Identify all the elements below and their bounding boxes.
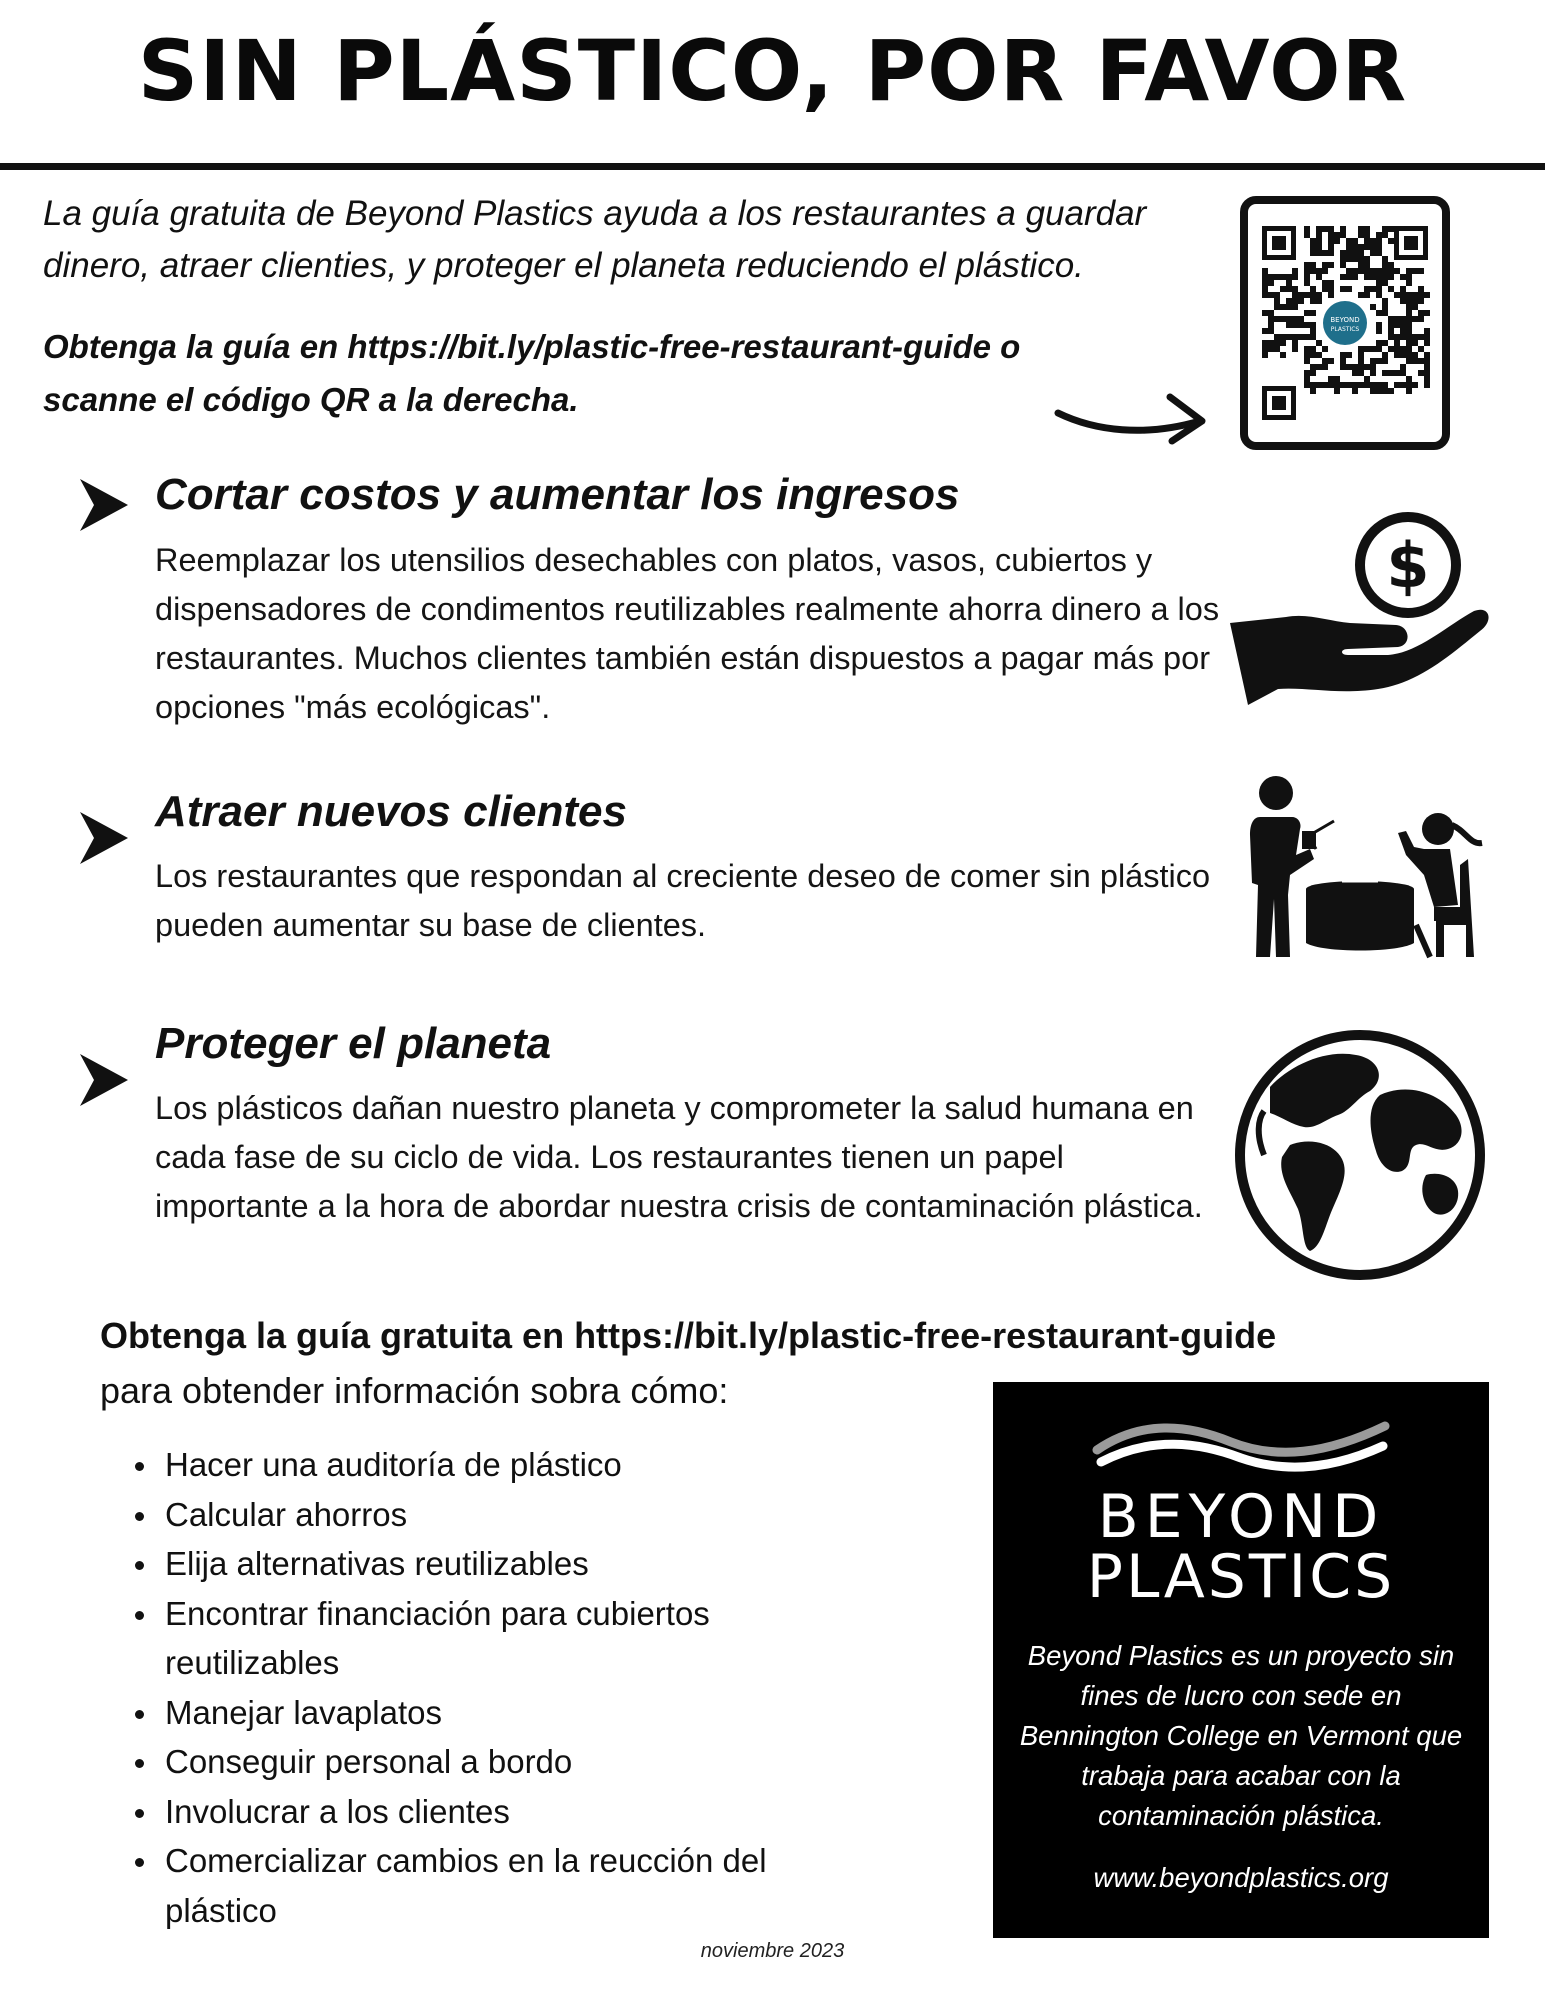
section-heading-planet: Proteger el planeta (155, 1019, 552, 1068)
title-divider (0, 163, 1545, 170)
section-body-costs: Reemplazar los utensilios desechables con platos, vasos, cubiertos y dispensadores de condimentos reutilizables realmente ahorra dinero a los restaurantes. Muchos clientes también están dispuestos a pagar más por opciones "más ecológicas". (155, 542, 1220, 725)
publication-date: noviembre 2023 (700, 1940, 845, 1962)
list-item: Involucrar a los clientes (165, 1787, 865, 1837)
qr-code[interactable] (1240, 196, 1450, 450)
list-item: Elija alternativas reutilizables (165, 1539, 865, 1589)
list-item: Calcular ahorros (165, 1490, 865, 1540)
list-item: Manejar lavaplatos (165, 1688, 865, 1738)
page-title: SIN PLÁSTICO, POR FAVOR (137, 22, 1408, 120)
org-website-link[interactable]: www.beyondplastics.org (1093, 1862, 1389, 1893)
list-item: Hacer una auditoría de plástico (165, 1440, 865, 1490)
guide-subtitle: para obtender información sobra cómo: (100, 1370, 729, 1411)
intro-text: La guía gratuita de Beyond Plastics ayuda a los restaurantes a guardar dinero, atraer clienties, y proteger el planeta reduciendo el plástico. (43, 194, 1147, 285)
qr-badge-line2: PLASTICS (1330, 326, 1360, 333)
guide-link[interactable]: Obtenga la guía gratuita en https://bit.ly/plastic-free-restaurant-guide (100, 1315, 1277, 1356)
org-name-line1: BEYOND (1097, 1482, 1385, 1552)
section-heading-costs: Cortar costos y aumentar los ingresos (155, 470, 960, 519)
list-item: Encontrar financiación para cubiertos reutilizables (165, 1589, 865, 1688)
hand-coin-icon (1228, 505, 1490, 715)
wave-logo-icon (1091, 1410, 1391, 1482)
list-item: Conseguir personal a bordo (165, 1737, 865, 1787)
org-description: Beyond Plastics es un proyecto sin fines de lucro con sede en Bennington College en Vermont que trabaja para acabar con la contaminación plástica. (1019, 1640, 1463, 1831)
curved-arrow-icon (1050, 385, 1210, 445)
guide-topic-list (165, 1440, 865, 1935)
section-arrow-icon (78, 1052, 130, 1108)
org-name-line2: PLASTICS (1086, 1542, 1396, 1612)
globe-icon (1230, 1025, 1490, 1285)
list-item: Comercializar cambios en la reucción del plástico (165, 1836, 865, 1935)
section-heading-clients: Atraer nuevos clientes (155, 787, 627, 836)
section-body-planet: Los plásticos dañan nuestro planeta y comprometer la salud humana en cada fase de su ciclo de vida. Los restaurantes tienen un papel importante a la hora de abordar nuestra crisis de contaminación plástica. (155, 1090, 1203, 1224)
section-arrow-icon (78, 810, 130, 866)
guide-link-callout[interactable]: Obtenga la guía en https://bit.ly/plastic-free-restaurant-guide o scanne el código QR a la derecha. (43, 328, 1021, 418)
section-body-clients: Los restaurantes que respondan al creciente deseo de comer sin plástico pueden aumentar su base de clientes. (155, 858, 1211, 943)
waiter-diner-icon (1238, 775, 1488, 961)
svg-text:$: $ (1386, 529, 1430, 602)
section-arrow-icon (78, 477, 130, 533)
org-info-panel (993, 1382, 1489, 1938)
qr-badge-line1: BEYOND (1330, 316, 1360, 324)
